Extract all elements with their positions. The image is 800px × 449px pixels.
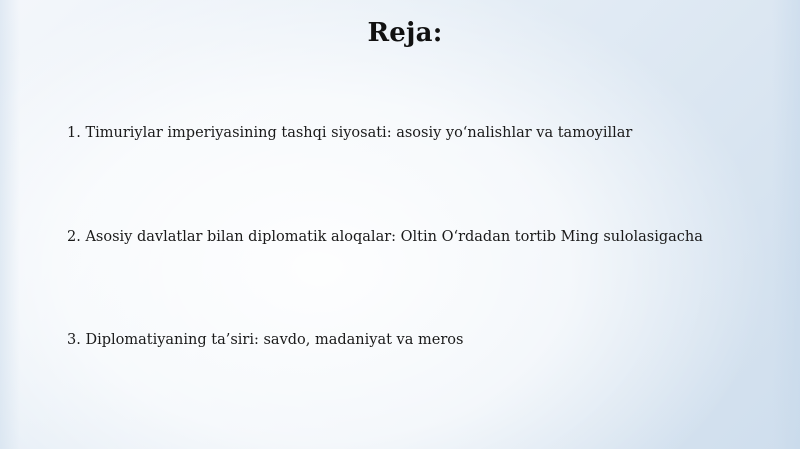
slide-left-shade [0,0,20,449]
slide-title: Reja: [367,18,443,48]
plan-item-2: 2. Asosiy davlatlar bilan diplomatik aloqalar: Oltin O‘rdadan tortib Ming sulolasigacha [67,229,703,245]
plan-item-3: 3. Diplomatiyaning ta’siri: savdo, madaniyat va meros [67,332,464,348]
slide-right-shade [772,0,800,449]
plan-item-1: 1. Timuriylar imperiyasining tashqi siyosati: asosiy yo‘nalishlar va tamoyillar [67,125,633,141]
